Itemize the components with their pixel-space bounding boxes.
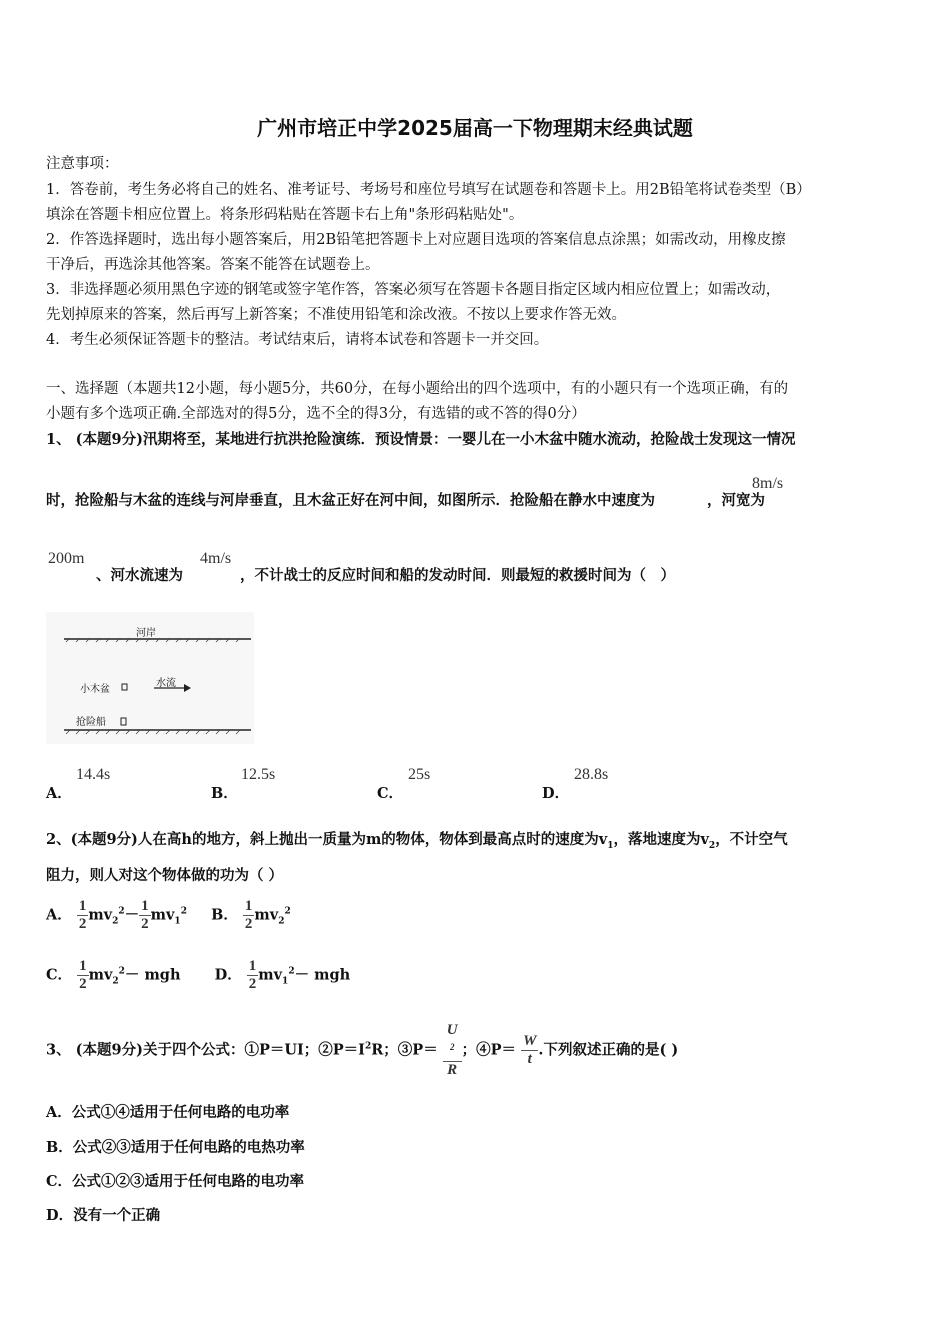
page-title: 广州市培正中学2025届高一下物理期末经典试题 bbox=[257, 116, 693, 140]
q3-option-d: D．没有一个正确 bbox=[46, 1207, 161, 1224]
q3-text-b: R；③P＝ bbox=[371, 1041, 438, 1059]
q2-option-a-label: A． bbox=[46, 906, 72, 924]
q1-line-2-text: 时，抢险船与木盆的连线与河岸垂直，且木盆正好在河中间，如图所示．抢险船在静水中速度为 bbox=[46, 492, 655, 509]
q1-water-speed: 4m/s bbox=[200, 550, 232, 567]
q1-option-a-value: 14.4s bbox=[76, 766, 111, 783]
q3-option-c: C．公式①②③适用于任何电路的电功率 bbox=[46, 1173, 305, 1190]
q2-line-1 bbox=[46, 828, 788, 851]
q1-line-2 bbox=[46, 489, 765, 510]
notice-line-2: 填涂在答题卡相应位置上。将条形码粘贴在答题卡右上角"条形码粘贴处"。 bbox=[46, 207, 524, 223]
section-header-line-1: 一、选择题（本题共12小题，每小题5分，共60分，在每小题给出的四个选项中，有的小题只有一个选项正确，有的 bbox=[46, 381, 789, 397]
q2-line-2: 阻力，则人对这个物体做的功为（ ） bbox=[46, 867, 284, 884]
q2-line-1-text: 2、(本题9分)人在高h的地方，斜上抛出一质量为m的物体，物体到最高点时的速度为v bbox=[46, 831, 608, 848]
q1-line-3b: ，不计战士的反应时间和船的发动时间．则最短的救援时间为（ ） bbox=[240, 567, 675, 584]
q1-option-c-label: C． bbox=[377, 785, 404, 802]
section-header-line-2: 小题有多个选项正确.全部选对的得5分，选不全的得3分，有选错的或不答的得0分） bbox=[46, 406, 586, 422]
q2-b-frac: $\frac{1}{2}$ bbox=[244, 898, 253, 932]
q1-option-d-value: 28.8s bbox=[574, 766, 609, 783]
river-figure bbox=[46, 612, 254, 744]
q1-option-d-label: D． bbox=[542, 785, 570, 802]
notice-line-5: 3．非选择题必须用黑色字迹的钢笔或签字笔作答，答案必须写在答题卡各题目指定区域内相应位置上；如需改动， bbox=[46, 282, 781, 298]
q2-a-frac2: $\frac{1}{2}$ bbox=[141, 898, 149, 932]
q2-c-frac: $\frac{1}{2}$ bbox=[79, 958, 87, 992]
q3-line-1: 3、 (本题9分)关于四个公式：①P＝UI；$②P=I^2R$；③P＝ U $^2$ R ；④P＝ $\frac{W}{t}$ .下列叙述正确的是( ) bbox=[46, 1022, 679, 1078]
q1-boat-speed: 8m/s bbox=[752, 475, 784, 492]
q1-line-3a: 、河水流速为 bbox=[96, 567, 183, 584]
fig-basin-label: 小木盆 bbox=[80, 684, 110, 695]
notice-line-3: 2．作答选择题时，选出每小题答案后，用2B铅笔把答题卡上对应题目选项的答案信息点涂黑；如需改动，用橡皮擦 bbox=[46, 232, 786, 248]
q2-option-row-2: C． $\frac{1}{2}$ $mv_2^2-$ mgh D． $\frac{1}{2}$ $mv_1^2-$ mgh bbox=[46, 958, 351, 992]
q3-text-c: ；④P＝ bbox=[461, 1041, 517, 1059]
flow-arrow bbox=[184, 684, 191, 692]
q2-a-frac1: $\frac{1}{2}$ bbox=[78, 898, 87, 932]
q2-sub-1: 1 bbox=[607, 840, 614, 851]
q2-line-1-mid: ，落地速度为v bbox=[613, 831, 709, 848]
notice-heading: 注意事项： bbox=[46, 156, 119, 172]
q2-sub-2: 2 bbox=[708, 840, 716, 851]
notice-line-6: 先划掉原来的答案，然后再写上新答案；不准使用铅笔和涂改液。不按以上要求作答无效。 bbox=[46, 307, 626, 323]
q1-option-c-value: 25s bbox=[408, 766, 431, 783]
q3-formula-4: $\frac{W}{t}$ bbox=[523, 1033, 537, 1067]
q1-line-2-tail: ，河宽为 bbox=[707, 492, 765, 509]
notice-line-4: 干净后，再选涂其他答案。答案不能答在试题卷上。 bbox=[46, 257, 380, 273]
q2-option-b-label: B． bbox=[211, 906, 238, 924]
q1-option-b-value: 12.5s bbox=[241, 766, 276, 783]
q3-option-a: A．公式①④适用于任何电路的电功率 bbox=[46, 1104, 290, 1121]
q3-formula-3: U $^2$ R bbox=[443, 1022, 462, 1079]
q2-option-d-label: D． bbox=[214, 966, 242, 984]
q1-option-a-label: A． bbox=[46, 785, 72, 802]
fig-flow-label: 水流 bbox=[156, 678, 176, 689]
q2-line-1-tail: ，不计空气 bbox=[715, 831, 788, 848]
fig-boat-label: 抢险船 bbox=[76, 717, 106, 728]
q3-text-a: 3、 (本题9分)关于四个公式：①P＝UI；②P＝I bbox=[46, 1041, 365, 1059]
q1-line-1: 1、 (本题9分)汛期将至，某地进行抗洪抢险演练．预设情景：一婴儿在一小木盆中随水流动，抢险战士发现这一情况 bbox=[46, 431, 796, 448]
basin-marker bbox=[122, 684, 127, 690]
q3-text-d: .下列叙述正确的是( ) bbox=[538, 1041, 679, 1059]
notice-line-7: 4．考生必须保证答题卡的整洁。考试结束后，请将本试卷和答题卡一并交回。 bbox=[46, 332, 549, 348]
boat-marker bbox=[121, 718, 126, 725]
notice-line-1: 1．答卷前，考生务必将自己的姓名、准考证号、考场号和座位号填写在试题卷和答题卡上。用2B铅笔将试卷类型（B） bbox=[46, 182, 811, 198]
q1-option-b-label: B． bbox=[211, 785, 238, 802]
q2-option-c-label: C． bbox=[46, 966, 73, 984]
q3-option-b: B．公式②③适用于任何电路的电热功率 bbox=[46, 1139, 305, 1156]
fig-bank-label: 河岸 bbox=[136, 628, 156, 639]
q2-d-frac: $\frac{1}{2}$ bbox=[248, 958, 257, 992]
q2-option-row-1: A． $\frac{1}{2}$ $mv_2^2-$ $\frac{1}{2}$ $mv_1^2$ B． $\frac{1}{2}$ $mv_2^2$ bbox=[46, 898, 291, 932]
q1-river-width: 200m bbox=[48, 550, 85, 567]
